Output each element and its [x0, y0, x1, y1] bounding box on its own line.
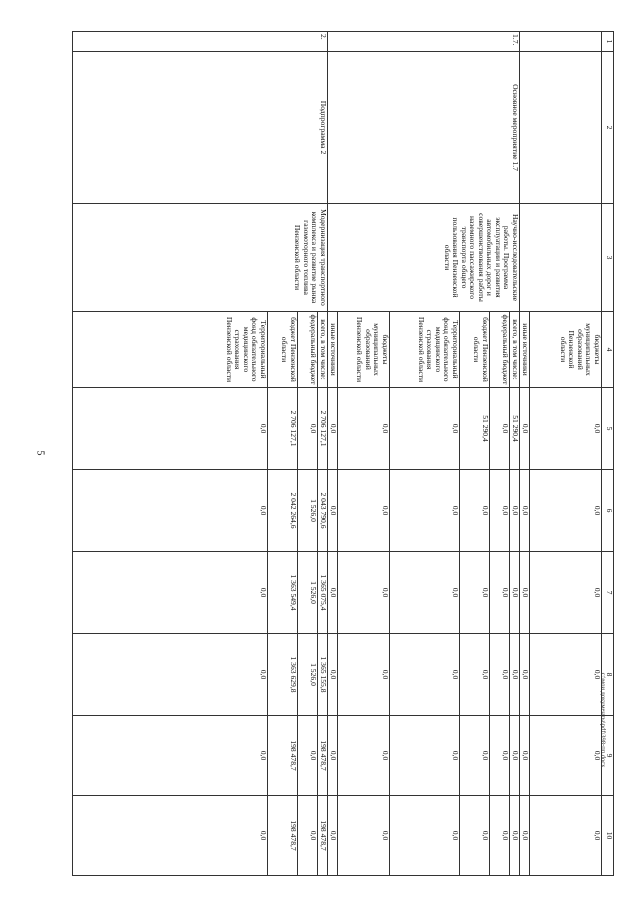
value-cell: 0,0 — [390, 796, 460, 876]
source-cell: бюджет Пензенской области — [460, 312, 490, 388]
value-cell: 0,0 — [490, 470, 510, 552]
number-cell: 1.7. — [328, 32, 520, 52]
header-cell: 2 — [602, 52, 614, 204]
value-cell: 0,0 — [460, 796, 490, 876]
value-cell: 0,0 — [390, 552, 460, 634]
value-cell: 2 706 127,1 — [268, 388, 298, 470]
value-cell: 0,0 — [520, 796, 530, 876]
value-cell: 1 526,0 — [298, 634, 318, 716]
header-cell: 3 — [602, 204, 614, 312]
source-cell: Территориальный фонд обязательного медицинского страхования Пензенской области — [390, 312, 460, 388]
table-row — [510, 32, 520, 876]
source-cell: иные источники — [520, 312, 530, 388]
value-cell: 0,0 — [530, 552, 602, 634]
value-cell: 0,0 — [510, 796, 520, 876]
header-cell: 8 — [602, 634, 614, 716]
source-cell: всего, в том числе: — [510, 312, 520, 388]
value-cell: 0,0 — [530, 388, 602, 470]
value-cell: 0,0 — [338, 634, 390, 716]
value-cell: 0,0 — [530, 470, 602, 552]
value-cell: 0,0 — [328, 552, 338, 634]
value-cell: 0,0 — [510, 470, 520, 552]
header-cell: 7 — [602, 552, 614, 634]
value-cell: 1 365 155,8 — [318, 634, 328, 716]
page-number: 5 — [34, 450, 46, 456]
value-cell: 0,0 — [490, 796, 510, 876]
name-cell: Основное мероприятие 1.7 — [328, 52, 520, 204]
value-cell: 2 042 264,6 — [268, 470, 298, 552]
header-cell: 5 — [602, 388, 614, 470]
file-path-footer: c:\мои документы\pdf\398-пп.docx — [599, 672, 607, 768]
value-cell: 0,0 — [338, 388, 390, 470]
source-cell: всего, в том числе: — [318, 312, 328, 388]
table-row — [318, 32, 328, 876]
value-cell: 51 290,4 — [460, 388, 490, 470]
source-cell: федеральный бюджет — [298, 312, 318, 388]
value-cell: 51 290,4 — [510, 388, 520, 470]
header-cell: 6 — [602, 470, 614, 552]
value-cell: 0,0 — [338, 470, 390, 552]
description-cell: Модернизация транспортного комплекса и развитие рынка газомоторного топлива Пензенской области — [73, 204, 328, 312]
value-cell: 0,0 — [460, 716, 490, 796]
value-cell: 0,0 — [390, 716, 460, 796]
value-cell: 0,0 — [73, 716, 268, 796]
value-cell: 0,0 — [338, 552, 390, 634]
header-row — [602, 32, 614, 876]
value-cell: 0,0 — [298, 796, 318, 876]
value-cell: 0,0 — [460, 552, 490, 634]
value-cell: 0,0 — [73, 634, 268, 716]
source-cell: федеральный бюджет — [490, 312, 510, 388]
value-cell: 0,0 — [490, 552, 510, 634]
value-cell: 0,0 — [328, 470, 338, 552]
value-cell: 0,0 — [520, 716, 530, 796]
value-cell: 198 478,7 — [318, 716, 328, 796]
value-cell: 0,0 — [338, 716, 390, 796]
source-cell: бюджеты муниципальных образований Пензенской области — [530, 312, 602, 388]
name-cell: Подпрограмма 2 — [73, 52, 328, 204]
value-cell: 1 363 549,4 — [268, 552, 298, 634]
value-cell: 0,0 — [328, 388, 338, 470]
financing-table — [72, 31, 614, 876]
value-cell: 1 526,0 — [298, 470, 318, 552]
number-cell — [520, 32, 602, 52]
value-cell: 0,0 — [390, 470, 460, 552]
value-cell: 0,0 — [530, 796, 602, 876]
value-cell: 0,0 — [460, 634, 490, 716]
value-cell: 0,0 — [510, 634, 520, 716]
value-cell: 0,0 — [490, 716, 510, 796]
value-cell: 0,0 — [490, 388, 510, 470]
value-cell: 0,0 — [338, 796, 390, 876]
value-cell: 0,0 — [520, 470, 530, 552]
value-cell: 0,0 — [490, 634, 510, 716]
value-cell: 0,0 — [73, 552, 268, 634]
value-cell: 0,0 — [328, 634, 338, 716]
value-cell: 0,0 — [390, 634, 460, 716]
value-cell: 198 478,7 — [318, 796, 328, 876]
value-cell: 0,0 — [298, 388, 318, 470]
value-cell: 0,0 — [520, 634, 530, 716]
value-cell: 198 478,7 — [268, 796, 298, 876]
description-cell: Научно-исследовательские работы. Программа эксплуатации и развития автомобильных дорог и совершенствования работы наземного пассажирского транспорта общего пользования Пензенской области — [328, 204, 520, 312]
source-cell: Территориальный фонд обязательного медицинского страхования Пензенской области — [73, 312, 268, 388]
description-cell — [520, 204, 602, 312]
table-row — [530, 32, 602, 876]
value-cell: 0,0 — [530, 634, 602, 716]
value-cell: 1 526,0 — [298, 552, 318, 634]
value-cell: 198 478,7 — [268, 716, 298, 796]
value-cell: 0,0 — [520, 552, 530, 634]
value-cell: 0,0 — [73, 796, 268, 876]
header-cell: 9 — [602, 716, 614, 796]
value-cell: 0,0 — [73, 470, 268, 552]
value-cell: 0,0 — [328, 716, 338, 796]
header-cell: 1 — [602, 32, 614, 52]
rotated-table-container — [72, 31, 614, 875]
value-cell: 0,0 — [510, 716, 520, 796]
source-cell: бюджет Пензенской области — [268, 312, 298, 388]
name-cell — [520, 52, 602, 204]
value-cell: 0,0 — [390, 388, 460, 470]
source-cell: иные источники — [328, 312, 338, 388]
number-cell: 2. — [73, 32, 328, 52]
value-cell: 0,0 — [328, 796, 338, 876]
value-cell: 2 043 790,6 — [318, 470, 328, 552]
value-cell: 0,0 — [510, 552, 520, 634]
header-cell: 4 — [602, 312, 614, 388]
value-cell: 2 706 127,1 — [318, 388, 328, 470]
header-cell: 10 — [602, 796, 614, 876]
value-cell: 0,0 — [520, 388, 530, 470]
source-cell: бюджеты муниципальных образований Пензенской области — [338, 312, 390, 388]
value-cell: 1 363 629,8 — [268, 634, 298, 716]
value-cell: 0,0 — [530, 716, 602, 796]
value-cell: 0,0 — [73, 388, 268, 470]
value-cell: 1 365 075,4 — [318, 552, 328, 634]
value-cell: 0,0 — [298, 716, 318, 796]
value-cell: 0,0 — [460, 470, 490, 552]
